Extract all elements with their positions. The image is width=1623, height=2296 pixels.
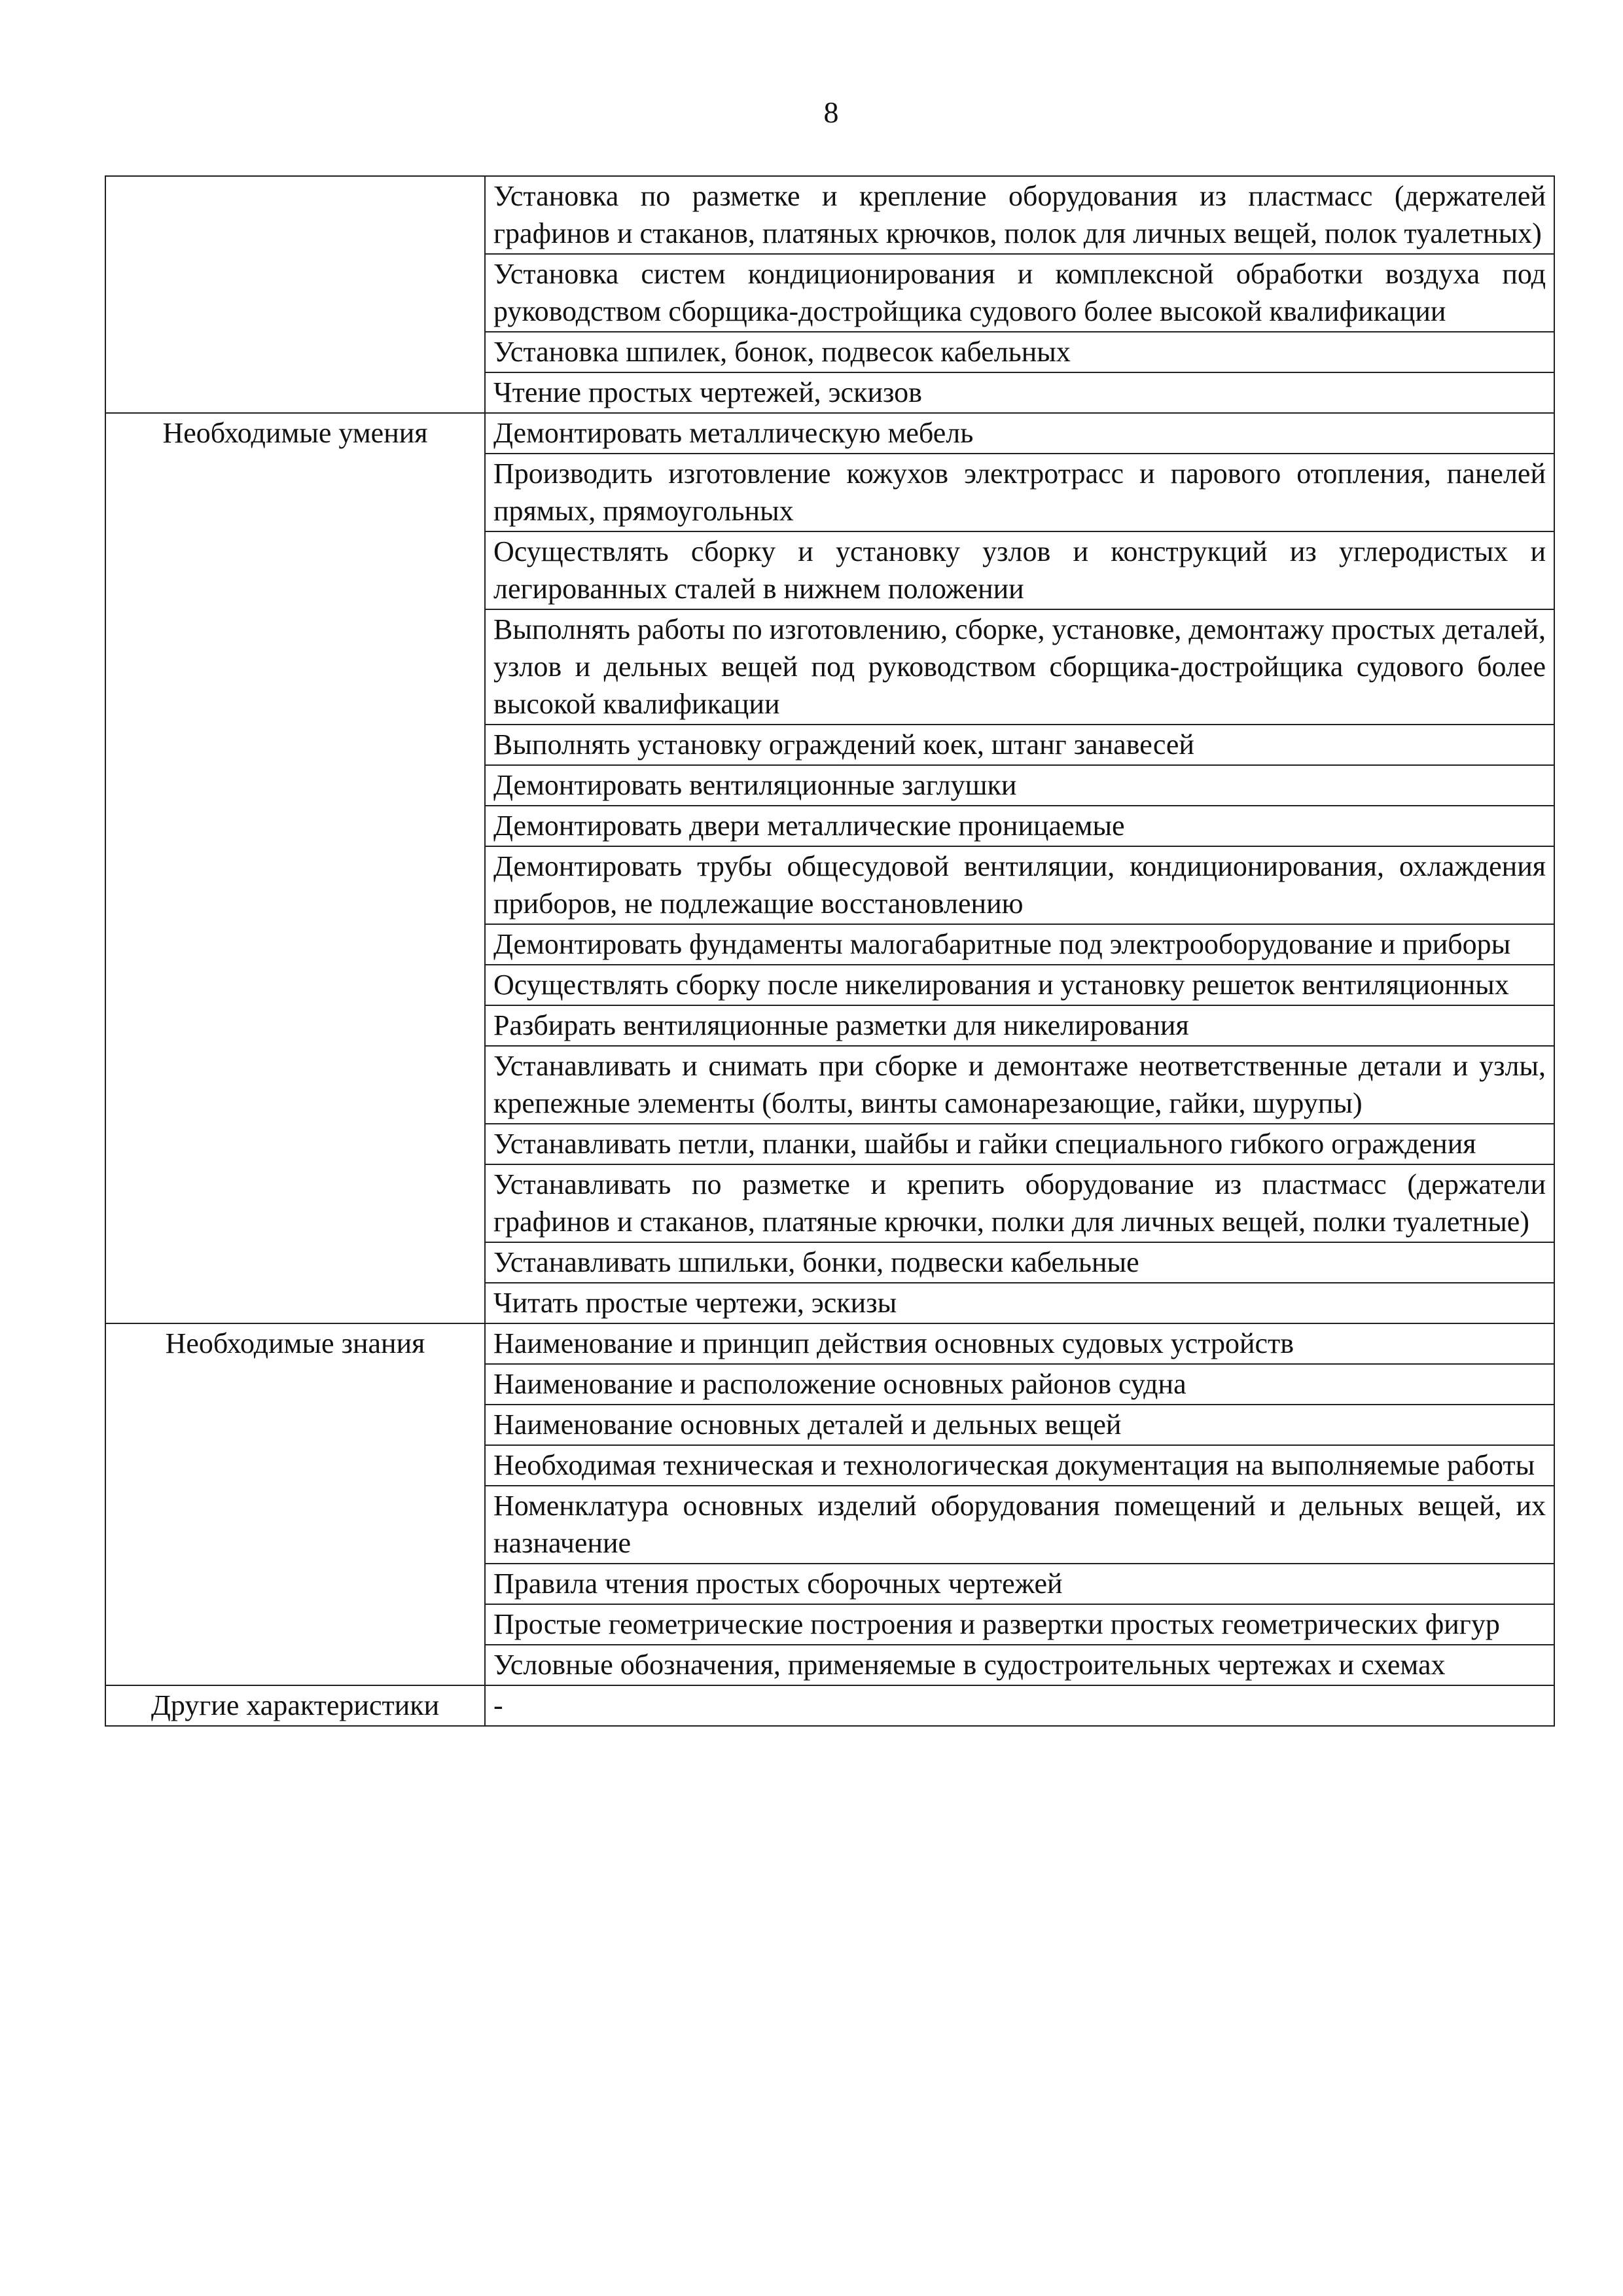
item-text: Установка систем кондиционирования и комплексной обработки воздуха под руководством сборщика-достройщика судового более высокой квалификации bbox=[485, 254, 1554, 332]
table-row bbox=[105, 176, 1554, 254]
item-text: Устанавливать петли, планки, шайбы и гайки специального гибкого ограждения bbox=[485, 1124, 1554, 1164]
section-label: Необходимые знания bbox=[105, 1323, 485, 1685]
section-label: Необходимые умения bbox=[105, 413, 485, 1323]
section-label bbox=[105, 176, 485, 413]
item-text: Устанавливать по разметке и крепить оборудование из пластмасс (держатели графинов и стаканов, платяные крючки, полки для личных вещей, полки туалетные) bbox=[485, 1164, 1554, 1242]
item-text: Устанавливать и снимать при сборке и демонтаже неответственные детали и узлы, крепежные элементы (болты, винты самонарезающие, гайки, шурупы) bbox=[485, 1046, 1554, 1124]
item-text: Устанавливать шпильки, бонки, подвески кабельные bbox=[485, 1242, 1554, 1283]
item-text: Демонтировать металлическую мебель bbox=[485, 413, 1554, 454]
table-row bbox=[105, 413, 1554, 454]
item-text: Выполнять работы по изготовлению, сборке, установке, демонтажу простых деталей, узлов и дельных вещей под руководством сборщика-достройщика судового более высокой квалификации bbox=[485, 609, 1554, 725]
section-label: Другие характеристики bbox=[105, 1685, 485, 1726]
item-text: Производить изготовление кожухов электротрасс и парового отопления, панелей прямых, прямоугольных bbox=[485, 454, 1554, 531]
table-row bbox=[105, 1685, 1554, 1726]
item-text: Демонтировать фундаменты малогабаритные под электрооборудование и приборы bbox=[485, 924, 1554, 965]
item-text: Необходимая техническая и технологическая документация на выполняемые работы bbox=[485, 1445, 1554, 1486]
item-text: Разбирать вентиляционные разметки для никелирования bbox=[485, 1005, 1554, 1046]
item-text: Демонтировать двери металлические проницаемые bbox=[485, 806, 1554, 846]
item-text: Условные обозначения, применяемые в судостроительных чертежах и схемах bbox=[485, 1645, 1554, 1685]
table-row bbox=[105, 1323, 1554, 1364]
item-text: Установка по разметке и крепление оборудования из пластмасс (держателей графинов и стаканов, платяных крючков, полок для личных вещей, полок туалетных) bbox=[485, 176, 1554, 254]
item-text: Демонтировать трубы общесудовой вентиляции, кондиционирования, охлаждения приборов, не подлежащие восстановлению bbox=[485, 846, 1554, 924]
item-text: Номенклатура основных изделий оборудования помещений и дельных вещей, их назначение bbox=[485, 1486, 1554, 1564]
item-text: Читать простые чертежи, эскизы bbox=[485, 1283, 1554, 1323]
item-text: - bbox=[485, 1685, 1554, 1726]
item-text: Наименование основных деталей и дельных вещей bbox=[485, 1405, 1554, 1445]
item-text: Простые геометрические построения и развертки простых геометрических фигур bbox=[485, 1604, 1554, 1645]
item-text: Выполнять установку ограждений коек, штанг занавесей bbox=[485, 725, 1554, 765]
competency-table bbox=[105, 175, 1555, 1727]
table-body bbox=[105, 176, 1554, 1726]
item-text: Осуществлять сборку после никелирования и установку решеток вентиляционных bbox=[485, 965, 1554, 1005]
item-text: Правила чтения простых сборочных чертежей bbox=[485, 1564, 1554, 1604]
item-text: Наименование и принцип действия основных судовых устройств bbox=[485, 1323, 1554, 1364]
item-text: Демонтировать вентиляционные заглушки bbox=[485, 765, 1554, 806]
item-text: Установка шпилек, бонок, подвесок кабельных bbox=[485, 332, 1554, 372]
item-text: Осуществлять сборку и установку узлов и конструкций из углеродистых и легированных сталей в нижнем положении bbox=[485, 531, 1554, 609]
item-text: Чтение простых чертежей, эскизов bbox=[485, 372, 1554, 413]
page-number: 8 bbox=[823, 96, 839, 129]
item-text: Наименование и расположение основных районов судна bbox=[485, 1364, 1554, 1405]
